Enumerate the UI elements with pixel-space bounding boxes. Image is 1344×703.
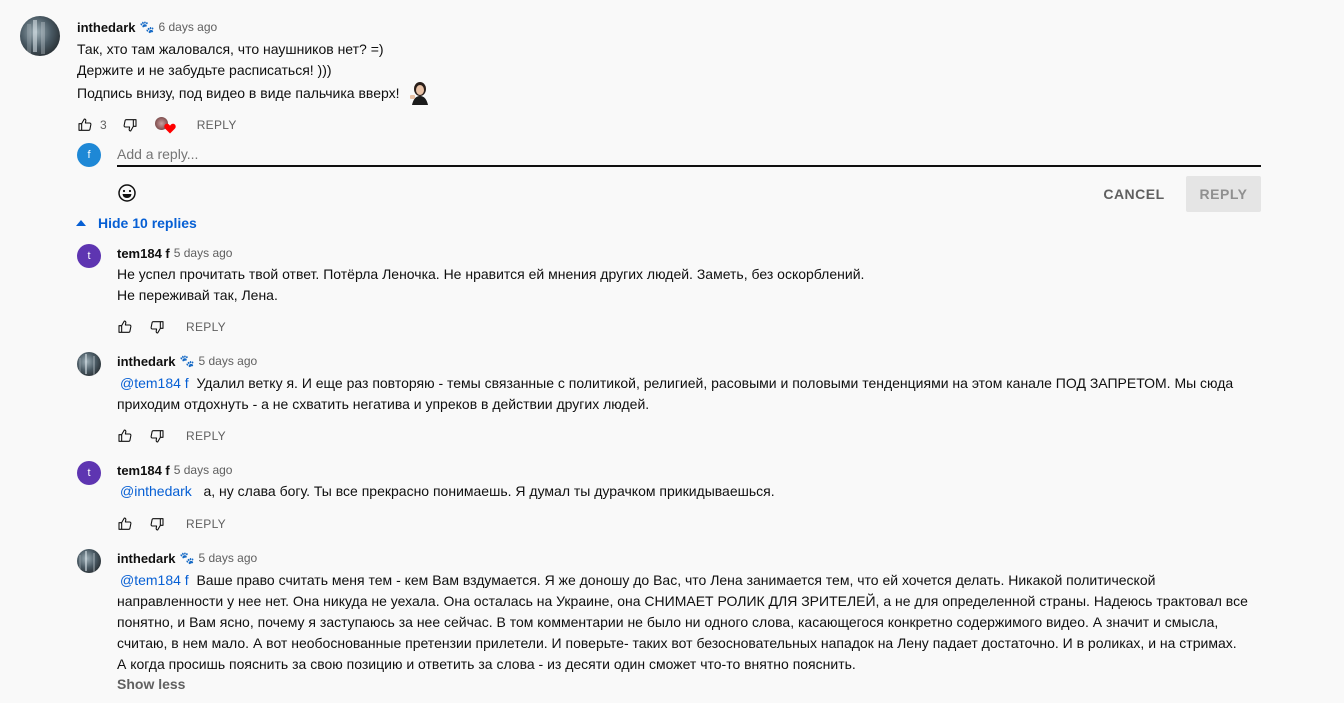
author-name[interactable]: inthedark (77, 19, 136, 35)
thumbs-up-icon (117, 319, 133, 335)
sticker-icon (408, 81, 430, 105)
avatar[interactable] (20, 16, 60, 56)
show-less-button[interactable]: Show less (117, 676, 186, 692)
avatar-letter: t (87, 250, 91, 262)
comment-actions (76, 116, 237, 134)
comment-line (77, 81, 977, 105)
comment-text (117, 481, 1297, 502)
comment-line (117, 570, 1317, 591)
author-name[interactable]: inthedark (117, 353, 176, 369)
mention-link[interactable]: @tem184 f (120, 375, 189, 391)
thumbs-up-icon (117, 428, 133, 444)
comment-line (117, 481, 1297, 502)
like-count: 3 (100, 118, 107, 132)
member-badge-icon: 🐾 (139, 20, 155, 34)
member-badge-icon: 🐾 (179, 551, 195, 565)
avatar-letter: t (87, 467, 91, 479)
timestamp[interactable]: 5 days ago (173, 246, 233, 260)
emoji-icon[interactable] (117, 183, 137, 203)
reply-button[interactable]: REPLY (186, 429, 226, 443)
comment-header (77, 18, 217, 36)
author-name[interactable]: tem184 f (117, 462, 170, 478)
like-button[interactable] (116, 427, 134, 445)
comment-line-text: Ваше право считать меня тем - кем Вам вздумается. Я же доношу до Вас, что Лена занимается тем, что ей хочется делать. Никакой политической (196, 572, 1156, 588)
hide-replies-label: Hide 10 replies (98, 215, 197, 231)
creator-heart-icon (155, 116, 175, 134)
dislike-button[interactable] (148, 427, 166, 445)
submit-reply-button[interactable]: REPLY (1186, 176, 1261, 212)
comment-line-text: Подпись внизу, под видео в виде пальчика вверх! (77, 84, 400, 101)
comment-text (77, 39, 977, 105)
thumbs-up-icon (117, 516, 133, 532)
avatar (77, 143, 101, 167)
comment-line: А когда просишь пояснить за свою позицию и ответить за слова - из десяти один сможет что-то внятно пояснить. (117, 656, 856, 672)
avatar[interactable] (77, 461, 101, 485)
comment-text (117, 373, 1297, 415)
comment-line: Не успел прочитать твой ответ. Потёрла Леночка. Не нравится ей мнения других людей. Заметь, без оскорблений. (117, 266, 865, 282)
comment-text (117, 264, 1297, 306)
like-button[interactable] (76, 116, 94, 134)
dislike-button[interactable] (148, 515, 166, 533)
reply-button[interactable]: REPLY (186, 517, 226, 531)
reply-button[interactable]: REPLY (196, 118, 237, 132)
thumbs-down-icon (122, 117, 138, 133)
comment-header (117, 352, 257, 370)
comment-line-text: Удалил ветку я. И еще раз повторяю - темы связанные с политикой, религией, расовыми и половыми тенденциями на этом канале ПОД ЗАПРЕТОМ. Мы сюда (196, 375, 1234, 391)
comment-line: приходим отдохнуть - а не схватить негатива и упреков в действии других людей. (117, 396, 650, 412)
comment-actions (116, 515, 226, 533)
comment-line-text: а, ну слава богу. Ты все прекрасно понимаешь. Я думал ты дурачком прикидываешься. (203, 483, 775, 499)
like-button[interactable] (116, 515, 134, 533)
comment-line: считаю, в нем мало. А вот необоснованные претензии прилетели. И поверьте- таких вот безосновательных нападок на Лену падает достаточно. И в роликах, и на стримах. (117, 635, 1237, 651)
comment-line (117, 373, 1297, 394)
author-name[interactable]: inthedark (117, 550, 176, 566)
comment-line: Держите и не забудьте расписаться! ))) (77, 62, 332, 78)
thumbs-down-icon (149, 319, 165, 335)
mention-link[interactable]: @tem184 f (120, 572, 189, 588)
timestamp[interactable]: 5 days ago (198, 354, 258, 368)
avatar[interactable] (77, 352, 101, 376)
avatar-letter: f (87, 149, 91, 161)
comment-actions (116, 318, 226, 336)
comment-line: Не переживай так, Лена. (117, 287, 278, 303)
timestamp[interactable]: 6 days ago (158, 20, 218, 34)
comment-line: понятно, и Вам ясно, почему я заступаюсь за нее сейчас. В том комментарии не было ни одного слова, касающегося конкретно содержимого видео. А значит и смысла, (117, 614, 1219, 630)
comment-line: направленности у нее нет. Она никуда не уехала. Она осталась на Украине, она СНИМАЕТ РОЛИК ДЛЯ ЗРИТЕЛЕЙ, а не для определенной страны. Надеюсь трактовал все (117, 593, 1248, 609)
cancel-button[interactable]: CANCEL (1103, 186, 1165, 202)
like-button[interactable] (116, 318, 134, 336)
thumbs-down-icon (149, 428, 165, 444)
comment-text (117, 570, 1317, 675)
comment-header (117, 461, 232, 479)
author-name[interactable]: tem184 f (117, 245, 170, 261)
comment-line: Так, хто там жаловался, что наушников нет? =) (77, 41, 384, 57)
thumbs-down-icon (149, 516, 165, 532)
caret-up-icon (76, 220, 86, 226)
comment-actions (116, 427, 226, 445)
timestamp[interactable]: 5 days ago (173, 463, 233, 477)
comment-header (117, 549, 257, 567)
reply-button[interactable]: REPLY (186, 320, 226, 334)
avatar[interactable] (77, 549, 101, 573)
thumbs-up-icon (77, 117, 93, 133)
reply-input[interactable] (117, 143, 1261, 167)
member-badge-icon: 🐾 (179, 354, 195, 368)
comment-header (117, 244, 232, 262)
timestamp[interactable]: 5 days ago (198, 551, 258, 565)
mention-link[interactable]: @inthedark (120, 483, 192, 499)
dislike-button[interactable] (148, 318, 166, 336)
avatar[interactable] (77, 244, 101, 268)
dislike-button[interactable] (121, 116, 139, 134)
hide-replies-toggle[interactable] (76, 213, 197, 233)
